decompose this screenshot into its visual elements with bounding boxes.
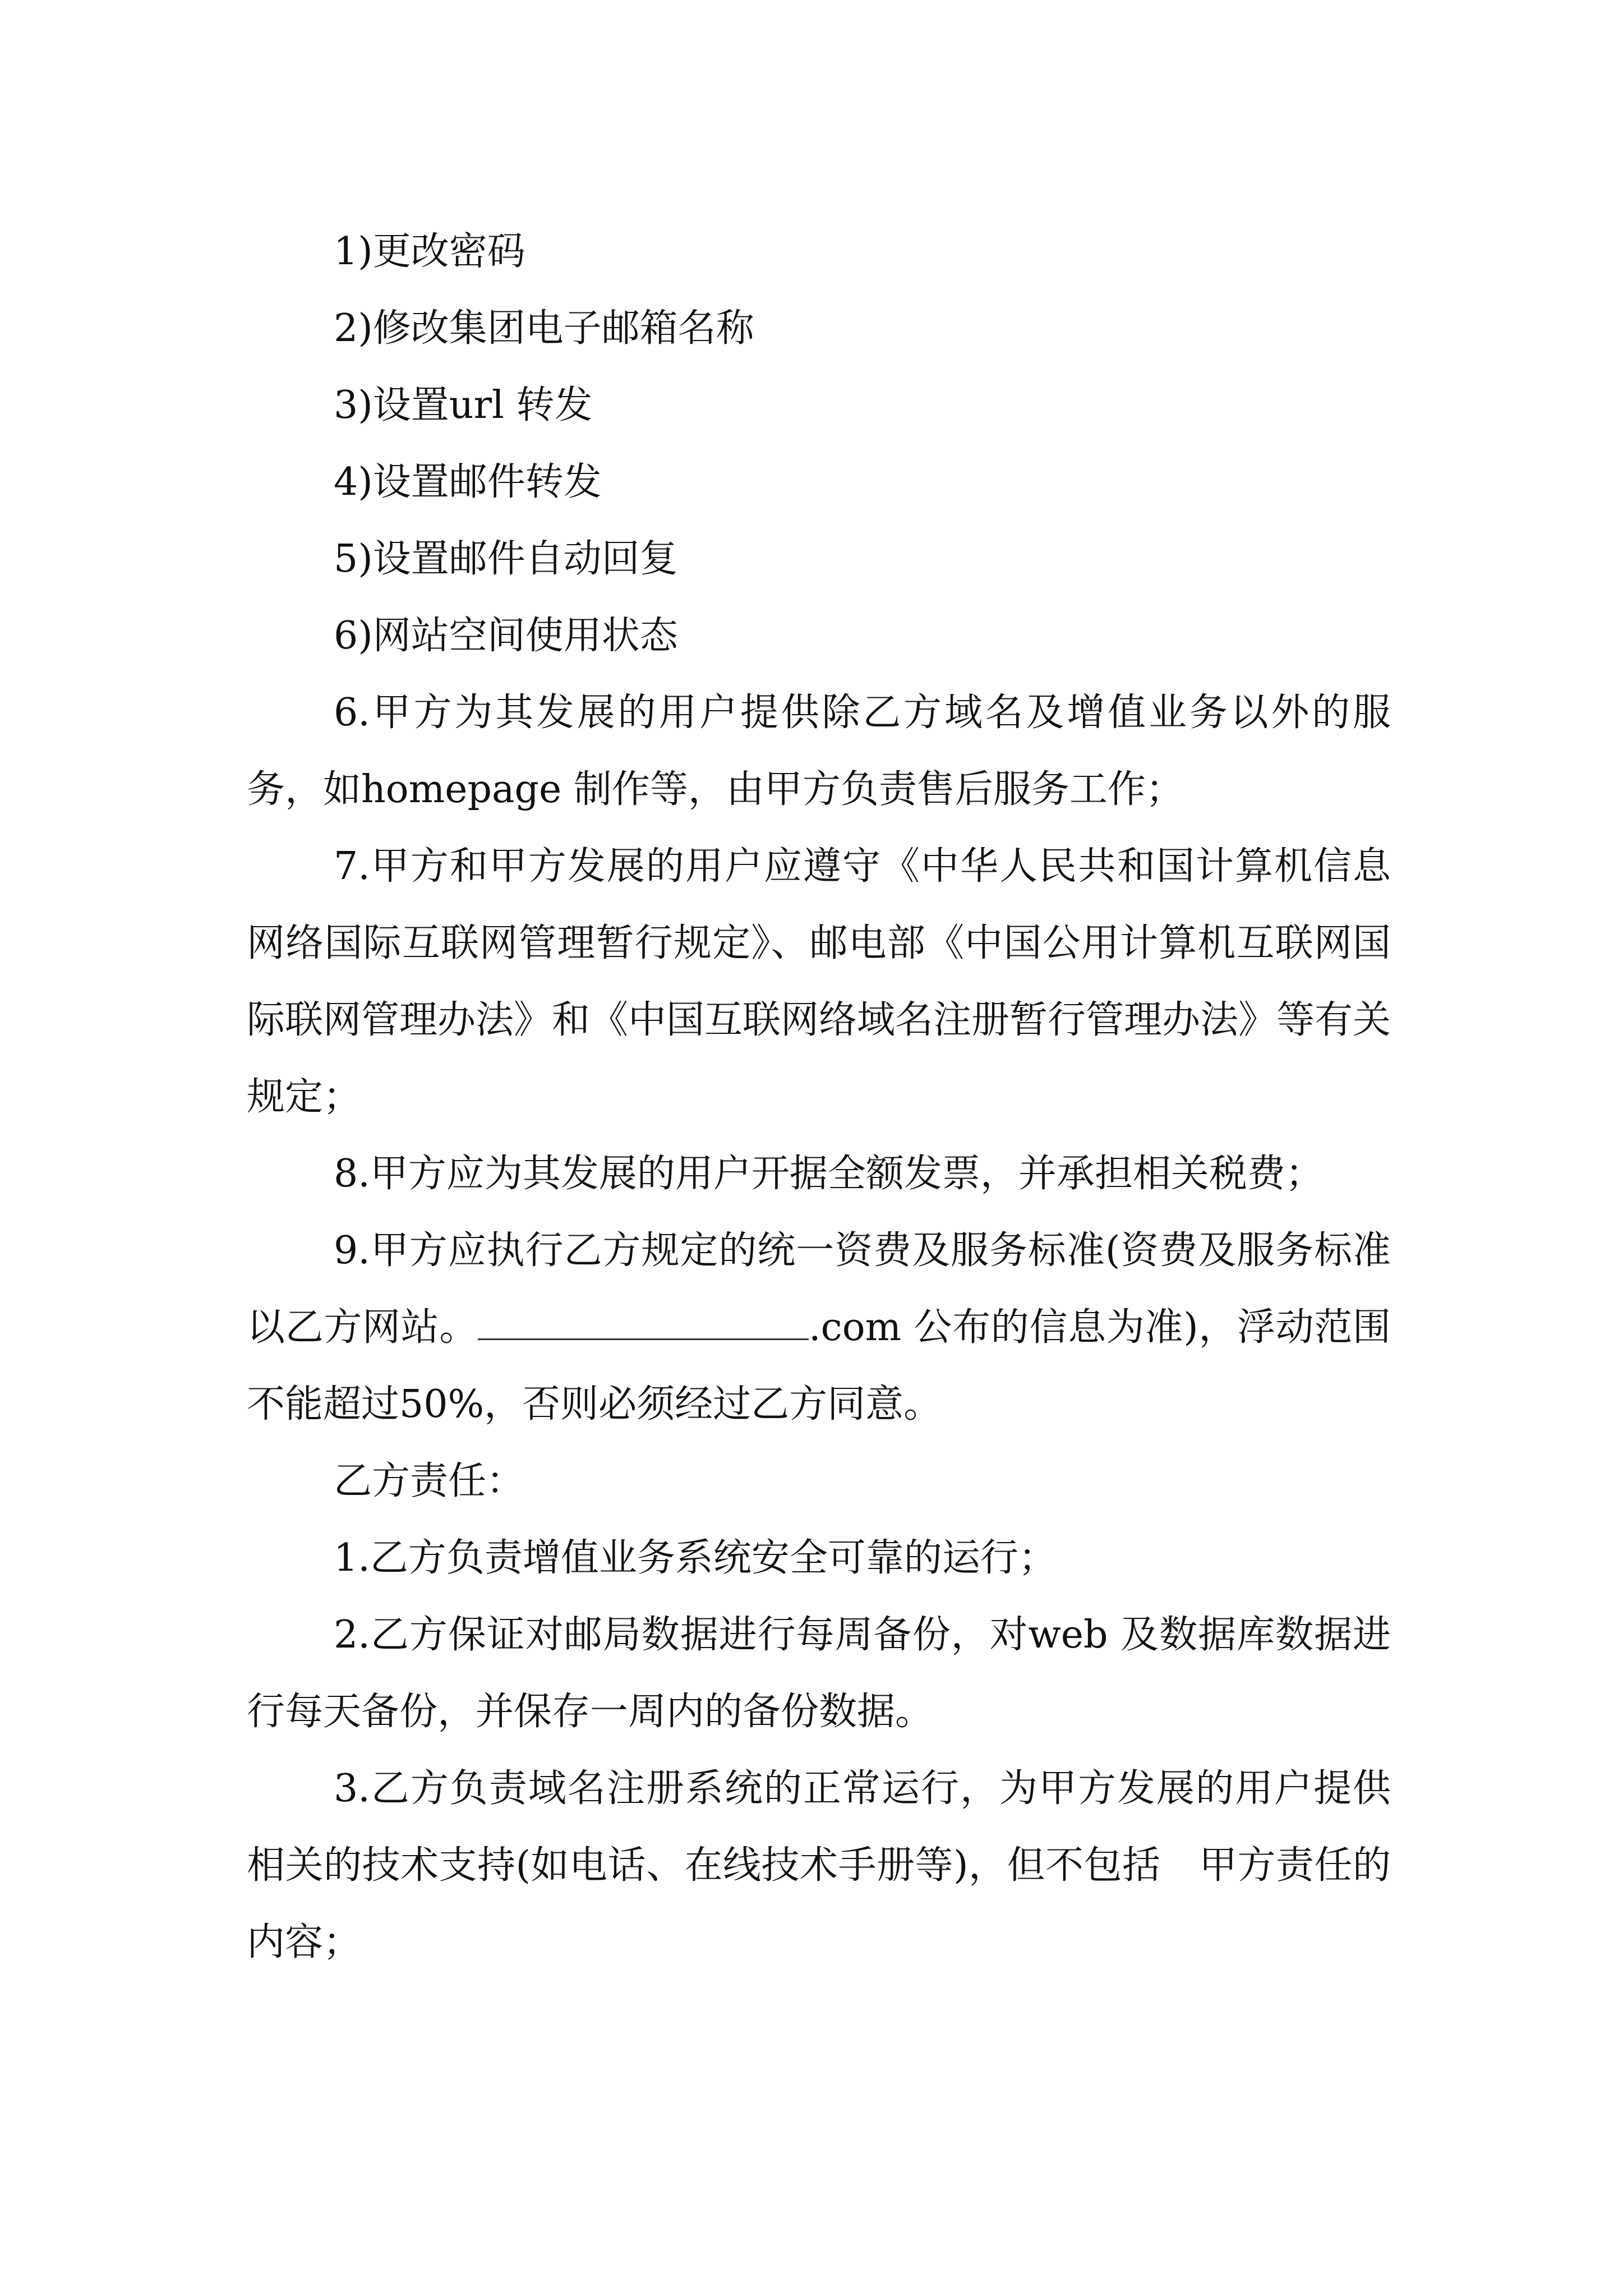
party-b-clause-2: 2.乙方保证对邮局数据进行每周备份，对web 及数据库数据进行每天备份，并保存一周内的备份数据。: [247, 1613, 1391, 1734]
clause-9: [247, 1212, 1391, 1443]
website-blank-line: [478, 1310, 809, 1340]
list-item-auto-reply: 5)设置邮件自动回复: [334, 537, 678, 581]
document-body: [247, 213, 1391, 1981]
clause-8: 8.甲方应为其发展的用户开据全额发票，并承担相关税费；: [334, 1152, 1324, 1196]
list-item-url-forward: 3)设置url 转发: [334, 383, 593, 427]
list-item-space-status: 6)网站空间使用状态: [334, 614, 678, 658]
list-item-change-password: 1)更改密码: [334, 229, 525, 274]
clause-6: 6.甲方为其发展的用户提供除乙方域名及增值业务以外的服务，如homepage 制作等，由甲方负责售后服务工作；: [247, 691, 1391, 812]
party-b-clause-1: 1.乙方负责增值业务系统安全可靠的运行；: [334, 1536, 1057, 1580]
section-heading-party-b: 乙方责任：: [334, 1459, 525, 1503]
list-item-mail-forward: 4)设置邮件转发: [334, 460, 602, 504]
list-item-rename-mailbox: 2)修改集团电子邮箱名称: [334, 306, 754, 351]
clause-9-text-before: 9.甲方应执行乙方规定的统一资费及服务标准(资费及服务标准以乙方网站。: [247, 1228, 1391, 1350]
clause-7: 7.甲方和甲方发展的用户应遵守《中华人民共和国计算机信息网络国际互联网管理暂行规定》、邮电部《中国公用计算机互联网国际联网管理办法》和《中国互联网络域名注册暂行管理办法》等有关规定；: [247, 844, 1391, 1119]
clause-9-text-after: .com 公布的信息为准)，浮动范围不能超过50%，否则必须经过乙方同意。: [247, 1305, 1391, 1427]
party-b-clause-3: 3.乙方负责域名注册系统的正常运行，为甲方发展的用户提供相关的技术支持(如电话、在线技术手册等)，但不包括 甲方责任的内容；: [247, 1766, 1391, 1964]
